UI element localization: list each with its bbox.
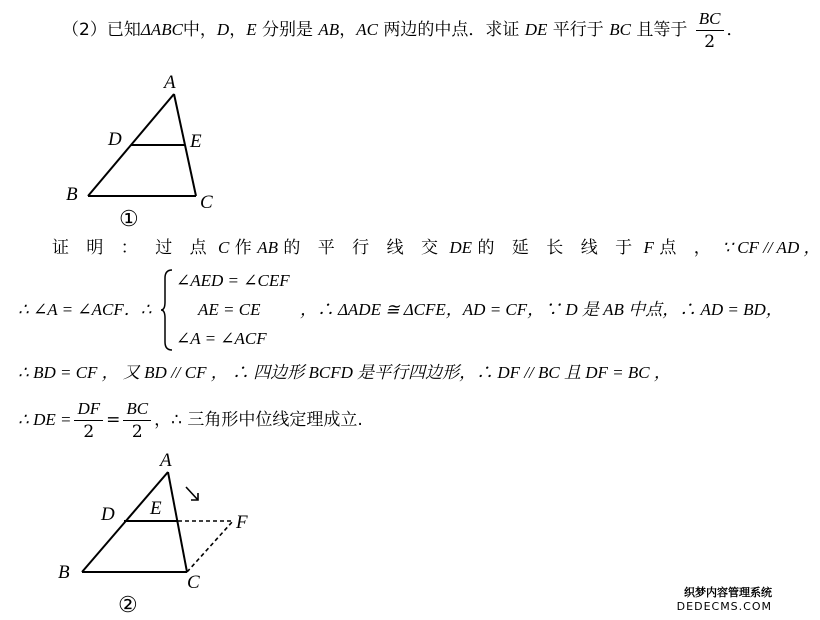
fig2-segment-cf (187, 521, 233, 572)
problem-text: 中， (182, 20, 217, 40)
brace-line-1: ∠AED = ∠CEF (176, 271, 290, 290)
proof-line-2-left: ∴ ∠A = ∠ACF．∴ (18, 300, 152, 319)
segment-ab: AB (318, 20, 340, 39)
segment-de: DE (524, 20, 548, 39)
fig2-label-c: C (187, 572, 200, 593)
fig2-arrow (186, 487, 198, 500)
watermark-line-1: 织梦内容管理系统 (684, 586, 772, 599)
proof-line-2-right: ，∴ ΔADE ≅ ΔCFE，AD = CF，∵ D 是 AB 中点，∴ AD = BD， (300, 300, 783, 319)
fig2-label-f: F (236, 512, 248, 533)
brace-line-2: AE = CE (198, 300, 261, 319)
problem-comma: ， (339, 20, 357, 40)
fraction-bc-over-2: $\frac{BC}{2}$ (123, 398, 151, 443)
brace-line-3: ∠A = ∠ACF (176, 329, 267, 348)
problem-end: ． (726, 20, 744, 40)
fraction-bc-over-2: $\frac{BC}{2}$ (696, 8, 724, 53)
problem-text: 平行于 (547, 20, 610, 40)
fig1-label-b: B (66, 184, 78, 205)
point-e: E (246, 20, 257, 39)
fig1-label-c: C (200, 192, 213, 213)
proof-line-3: ∴ BD = CF ， 又 BD // CF ， ∴ 四边形 BCFD 是平行四边形，∴ DF // BC 且 DF = BC ， (18, 363, 671, 382)
fig2-caption: ② (118, 592, 138, 617)
fraction-df-over-2: $\frac{DF}{2}$ (74, 398, 103, 443)
segment-ac: AC (356, 20, 378, 39)
fig1-caption: ① (119, 206, 139, 231)
watermark-line-2: DEDECMS.COM (676, 600, 772, 613)
fig2-label-b: B (58, 562, 70, 583)
fig1-label-d: D (108, 129, 122, 150)
fig1-label-a: A (164, 72, 176, 93)
fig2-label-a: A (160, 450, 172, 471)
problem-text: 且等于 (630, 20, 693, 40)
fig1-label-e: E (190, 131, 202, 152)
fig2-label-d: D (101, 504, 115, 525)
problem-prefix: （2）已知 (62, 20, 141, 40)
problem-text: 分别是 (256, 20, 319, 40)
point-d: D (216, 20, 230, 39)
triangle-abc: ΔABC (140, 20, 183, 39)
proof-line-4: ∴ DE = $\frac{DF}{2}$ = $\frac{BC}{2}$ ，∴ 三角形中位线定理成立. (18, 399, 363, 442)
proof-line-1: 证 明 ： 过 点 C 作 AB 的 平 行 线 交 DE 的 延 长 线 于 F 点 ， ∵ CF // AD ， (52, 238, 820, 258)
fig2-label-e: E (150, 498, 162, 519)
problem-comma: ， (229, 20, 247, 40)
problem-text: 两边的中点．求证 (377, 20, 525, 40)
segment-bc: BC (609, 20, 631, 39)
brace (160, 268, 174, 352)
